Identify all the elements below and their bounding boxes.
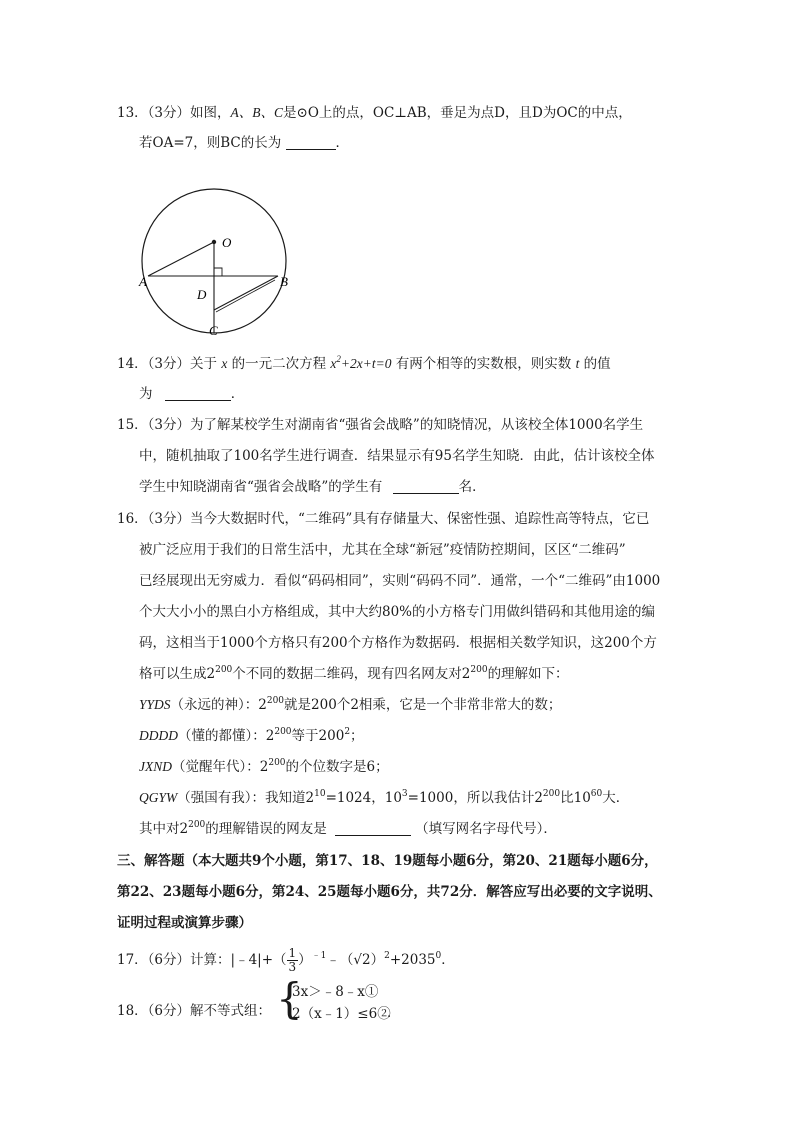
- dddd-end: ；: [350, 728, 364, 744]
- q14-line2: [139, 385, 244, 403]
- q17-mid3: +2035: [389, 952, 436, 968]
- q16-last: [139, 820, 557, 838]
- yyds-exp: 200: [266, 696, 285, 706]
- label-d: D: [197, 287, 207, 302]
- qgyw-mid2: =1000，所以我估计2: [407, 790, 543, 806]
- segment-oa: [148, 242, 214, 276]
- q18-brace: {: [276, 974, 303, 1023]
- q14-end: ．: [230, 386, 245, 402]
- q17-fraction: [287, 947, 299, 974]
- q16-qgyw: [139, 789, 629, 807]
- q15-text-a: 学生中知晓湖南省“强省会战略”的学生有: [139, 479, 383, 495]
- q18-end: ．: [387, 1005, 401, 1021]
- yyds-name: YYDS: [139, 697, 171, 712]
- q16-answer-blank[interactable]: [335, 821, 411, 836]
- q15-line3: [139, 478, 486, 496]
- q13-line2: [139, 134, 349, 152]
- q14-text-e: 为: [139, 386, 153, 402]
- q17-line: [117, 946, 455, 974]
- yyds-rest: 就是200个2相乘，它是一个非常非常大的数；: [284, 697, 562, 713]
- section3-heading-1: 三、解答题（本大题共9个小题，第17、18、19题每小题6分，第20、21题每小题6分，: [117, 853, 658, 869]
- dddd-name: DDDD: [139, 728, 178, 743]
- q13-line1-rest: 是⊙O上的点，OC⊥AB，垂足为点D，且D为OC的中点，: [283, 105, 632, 121]
- section3-heading-3: 证明过程或演算步骤）: [117, 915, 252, 931]
- q17-exp: ﹣1: [311, 951, 327, 961]
- dddd-exp: 200: [274, 727, 292, 737]
- q14-text-d: 的值: [583, 356, 611, 372]
- yyds-text: （永远的神）：2: [170, 697, 267, 713]
- q14-line1: [117, 355, 611, 373]
- q13-line2-text: 若OA=7，则BC的长为: [139, 135, 282, 151]
- qgyw-text: （强国有我）：我知道2: [177, 790, 315, 806]
- q14-equation: $x^2+2x+t=0$: [330, 354, 392, 371]
- q17-prefix: 17．（6分）计算：|﹣4|+（: [117, 952, 287, 968]
- q16-line5: 码，这相当于1000个方格只有200个方格作为数据码．根据相关数学知识，这200个方: [139, 635, 657, 651]
- jxnd-rest: 的个位数字是6；: [285, 759, 389, 775]
- q16-last-b: 的理解错误的网友是: [205, 821, 327, 837]
- q16-line6: [139, 665, 569, 683]
- q17-end: ．: [441, 952, 455, 968]
- dddd-text: （懂的都懂）：2: [178, 728, 275, 744]
- dddd-rest: 等于200: [291, 728, 345, 744]
- dddd-exp2: 2: [344, 727, 351, 737]
- q17-denominator: 3: [288, 960, 297, 974]
- right-angle-mark: [214, 268, 222, 276]
- q14-var-t: t: [575, 356, 580, 371]
- section3-heading-2: 第22、23题每小题6分，第24、25题每小题6分，共72分．解答应写出必要的文字说明、: [117, 884, 662, 900]
- q18-row2: 2（x﹣1）≤6②: [292, 1006, 391, 1022]
- q14-text-a: 14．（3分）关于: [117, 356, 218, 372]
- q15-text-b: 名．: [458, 479, 486, 495]
- label-a: A: [139, 274, 147, 289]
- qgyw-mid3: 比10: [560, 790, 591, 806]
- jxnd-text: （觉醒年代）：2: [172, 759, 269, 775]
- qgyw-name: QGYW: [139, 790, 178, 805]
- qgyw-exp60: 60: [590, 789, 603, 799]
- q17-mid2: ﹣（√2）: [326, 952, 385, 968]
- q14-answer-blank[interactable]: [165, 386, 231, 401]
- q16-line2: 被广泛应用于我们的日常生活中，尤其在全球“新冠”疫情防控期间，区区“二维码”: [139, 542, 626, 558]
- qgyw-exp3: 3: [401, 789, 408, 799]
- q17-exp2: 2: [384, 951, 390, 961]
- q13-points: A、B、C: [230, 105, 284, 120]
- segment-bc-2: [216, 280, 275, 312]
- circle-figure: [130, 176, 300, 341]
- q16-jxnd: [139, 758, 389, 776]
- q16-yyds: [139, 696, 561, 714]
- q15-line2: 中，随机抽取了100名学生进行调查．结果显示有95名学生知晓．由此，估计该校全体: [139, 448, 655, 464]
- q14-text-b: 的一元二次方程: [231, 356, 327, 372]
- q16-last-c: （填写网名字母代号）．: [415, 821, 557, 837]
- q16-line3: 已经展现出无穷威力．看似“码码相同”，实则“码码不同”．通常，一个“二维码”由1000: [139, 573, 661, 589]
- q14-var-x: x: [221, 356, 228, 371]
- q16-line6-b: 个不同的数据二维码，现有四名网友对2: [232, 666, 471, 682]
- qgyw-exp10: 10: [314, 789, 326, 799]
- q13-line1: [117, 104, 632, 122]
- q18-row1: 3x＞﹣8﹣x①: [292, 984, 379, 1000]
- q16-line1: 16．（3分）当今大数据时代，“二维码”具有存储量大、保密性强、追踪性高等特点，它已: [117, 511, 650, 527]
- q17-numerator: 1: [288, 946, 297, 960]
- jxnd-name: JXND: [139, 759, 172, 774]
- q15-line1: 15．（3分）为了解某校学生对湖南省“强省会战略”的知晓情况，从该校全体1000名学生: [117, 417, 644, 433]
- q13-prefix: 13．（3分）如图，: [117, 105, 231, 121]
- label-b: B: [280, 274, 288, 289]
- jxnd-exp: 200: [268, 758, 286, 768]
- center-dot: [212, 240, 216, 244]
- label-o: O: [222, 235, 232, 250]
- q16-last-a: 其中对2: [139, 821, 189, 837]
- q16-line6-c: 的理解如下：: [487, 666, 569, 682]
- qgyw-exp200: 200: [542, 789, 561, 799]
- q13-answer-blank[interactable]: [286, 135, 336, 150]
- q18-prefix: 18．（6分）解不等式组：: [117, 1003, 272, 1019]
- q16-exp-1: 200: [215, 665, 233, 675]
- q16-dddd: [139, 727, 364, 745]
- q13-end: ．: [335, 135, 350, 151]
- q17-exp3: 0: [435, 951, 442, 961]
- segment-bc: [214, 276, 278, 310]
- q16-line6-a: 格可以生成2: [139, 666, 216, 682]
- q17-mid: ）: [298, 952, 312, 968]
- q16-line4: 个大大小小的黑白小方格组成，其中大约80%的小方格专门用做纠错码和其他用途的编: [139, 604, 656, 620]
- qgyw-end: 大．: [602, 790, 630, 806]
- q16-exp-2: 200: [470, 665, 488, 675]
- label-c: C: [209, 323, 218, 338]
- q15-answer-blank[interactable]: [393, 479, 459, 494]
- q14-text-c: 有两个相等的实数根，则实数: [395, 356, 572, 372]
- q16-last-exp: 200: [188, 820, 206, 830]
- qgyw-mid: =1024，10: [325, 790, 402, 806]
